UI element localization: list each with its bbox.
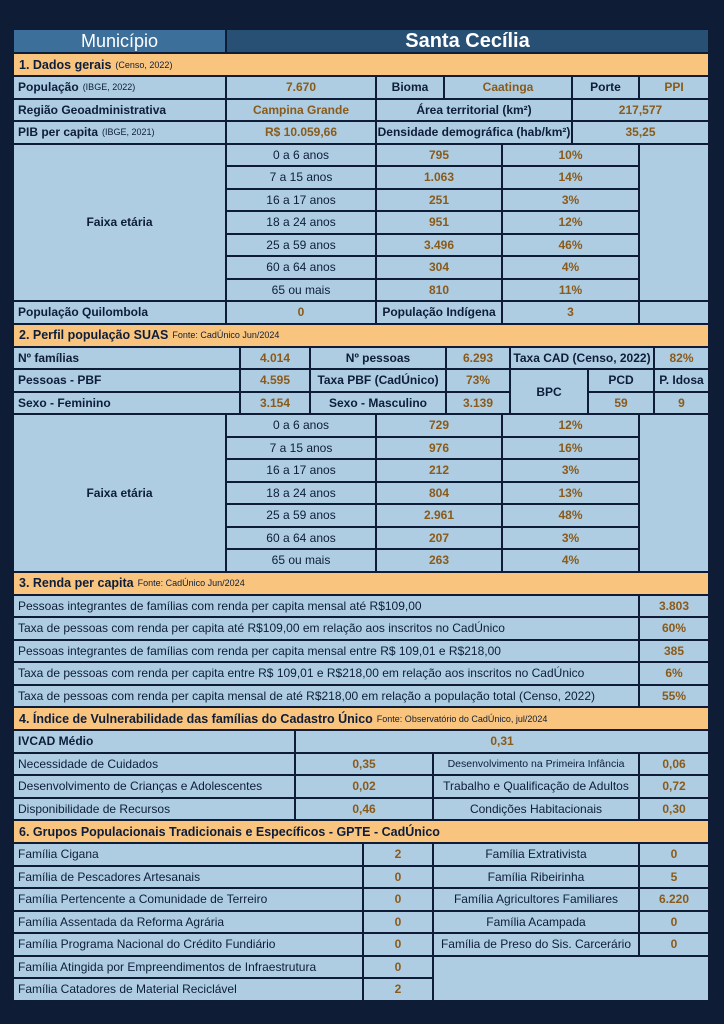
- bioma-value: Caatinga: [445, 77, 571, 98]
- s2-faixa-pct: 13%: [503, 483, 638, 504]
- s1-faixa-pct: 11%: [503, 280, 638, 301]
- gpte-right-value: 0: [640, 844, 708, 865]
- s1-faixa-age: 65 ou mais: [227, 280, 375, 301]
- section1-header-note: (Censo, 2022): [115, 59, 173, 70]
- gpte-right-label: Família Agricultores Familiares: [434, 889, 638, 910]
- gpte-right-value: 0: [640, 912, 708, 933]
- section4-header-note: Fonte: Observatório do CadÚnico, jul/2024: [376, 713, 548, 724]
- gpte-left-value: 0: [364, 957, 432, 978]
- renda-row-value: 60%: [640, 618, 708, 639]
- renda-row-value: 385: [640, 641, 708, 662]
- ivcad-dimension-label: Desenvolvimento de Crianças e Adolescentes: [14, 776, 294, 797]
- gpte-right-value: 6.220: [640, 889, 708, 910]
- ivcad-label: IVCAD Médio: [14, 731, 294, 752]
- idosa-label: P. Idosa: [655, 370, 708, 391]
- section1-header-title: 1. Dados gerais: [19, 57, 112, 72]
- pib-value: R$ 10.059,66: [227, 122, 375, 143]
- gpte-right-label: Família Ribeirinha: [434, 867, 638, 888]
- indigena-label: População Indígena: [377, 302, 501, 323]
- ivcad-dimension-label: Disponibilidade de Recursos: [14, 799, 294, 820]
- section2-header: [14, 325, 708, 346]
- gpte-right-value: 5: [640, 867, 708, 888]
- s2-faixa-count: 2.961: [377, 505, 501, 526]
- gpte-left-label: Família Assentada da Reforma Agrária: [14, 912, 362, 933]
- gpte-right-label: Família de Preso do Sis. Carcerário: [434, 934, 638, 955]
- gpte-blank: [434, 957, 708, 1000]
- s1-faixa-pct: 4%: [503, 257, 638, 278]
- s1-faixa-count: 951: [377, 212, 501, 233]
- ivcad-dimension-label: Necessidade de Cuidados: [14, 754, 294, 775]
- idosa-value: 9: [655, 393, 708, 414]
- section4-header: [14, 708, 708, 729]
- gpte-right-label: Família Acampada: [434, 912, 638, 933]
- municipality-sheet: [14, 30, 708, 997]
- ivcad-value: 0,31: [296, 731, 708, 752]
- porte-label: Porte: [573, 77, 638, 98]
- ivcad-dimension-label: Trabalho e Qualificação de Adultos: [434, 776, 638, 797]
- gpte-left-value: 0: [364, 934, 432, 955]
- renda-row-label: Taxa de pessoas com renda per capita mensal de até R$218,00 em relação a população total (Censo, 2022): [14, 686, 638, 707]
- s1-faixa-blank: [640, 145, 708, 301]
- gpte-left-value: 0: [364, 889, 432, 910]
- gpte-left-label: Família de Pescadores Artesanais: [14, 867, 362, 888]
- section2-header-note: Fonte: CadÚnico Jun/2024: [172, 330, 280, 340]
- pcd-value: 59: [589, 393, 653, 414]
- s2-faixa-age: 0 a 6 anos: [227, 415, 375, 436]
- s2-faixa-count: 263: [377, 550, 501, 571]
- municipio-name: Santa Cecília: [227, 30, 708, 52]
- gpte-left-label: Família Programa Nacional do Crédito Fundiário: [14, 934, 362, 955]
- section2-header-title: 2. Perfil população SUAS: [19, 328, 169, 342]
- porte-value: PPI: [640, 77, 708, 98]
- taxapbf-label: Taxa PBF (CadÚnico): [311, 370, 445, 391]
- s2-faixa-pct: 12%: [503, 415, 638, 436]
- pib-note: (IBGE, 2021): [102, 127, 155, 138]
- ivcad-dimension-value: 0,02: [296, 776, 432, 797]
- s2-faixa-age: 65 ou mais: [227, 550, 375, 571]
- s2-faixa-count: 729: [377, 415, 501, 436]
- section4-header-title: 4. Índice de Vulnerabilidade das famílias do Cadastro Único: [19, 711, 373, 726]
- pib-label-text: PIB per capita: [18, 125, 99, 140]
- s1-faixa-age: 25 a 59 anos: [227, 235, 375, 256]
- renda-row-value: 3.803: [640, 596, 708, 617]
- s2-faixa-pct: 3%: [503, 528, 638, 549]
- pessoas-label: Nº pessoas: [311, 348, 445, 369]
- renda-row-value: 6%: [640, 663, 708, 684]
- quilombola-value: 0: [227, 302, 375, 323]
- ivcad-dimension-label: Desenvolvimento na Primeira Infância: [434, 754, 638, 775]
- s1-faixa-count: 3.496: [377, 235, 501, 256]
- densidade-value: 35,25: [573, 122, 708, 143]
- gpte-left-value: 0: [364, 867, 432, 888]
- masculino-value: 3.139: [447, 393, 509, 414]
- section3-header-title: 3. Renda per capita: [19, 576, 134, 590]
- pib-label: [14, 122, 225, 143]
- s2-faixa-age: 60 a 64 anos: [227, 528, 375, 549]
- ivcad-dimension-value: 0,72: [640, 776, 708, 797]
- s2-faixa-age: 16 a 17 anos: [227, 460, 375, 481]
- gpte-left-label: Família Pertencente a Comunidade de Terreiro: [14, 889, 362, 910]
- taxacad-label: Taxa CAD (Censo, 2022): [511, 348, 653, 369]
- gpte-left-label: Família Cigana: [14, 844, 362, 865]
- blank-cell: [640, 302, 708, 323]
- s2-faixa-age: 18 a 24 anos: [227, 483, 375, 504]
- ivcad-dimension-value: 0,06: [640, 754, 708, 775]
- bpc-label: BPC: [511, 370, 587, 413]
- renda-row-label: Pessoas integrantes de famílias com renda per capita mensal entre R$ 109,01 e R$218,00: [14, 641, 638, 662]
- regiao-value: Campina Grande: [227, 100, 375, 121]
- s2-faixa-age: 25 a 59 anos: [227, 505, 375, 526]
- populacao-value: 7.670: [227, 77, 375, 98]
- area-value: 217,577: [573, 100, 708, 121]
- pcd-label: PCD: [589, 370, 653, 391]
- ivcad-dimension-value: 0,30: [640, 799, 708, 820]
- renda-row-label: Taxa de pessoas com renda per capita entre R$ 109,01 e R$218,00 em relação aos inscritos no CadÚnico: [14, 663, 638, 684]
- gpte-right-value: 0: [640, 934, 708, 955]
- renda-row-label: Taxa de pessoas com renda per capita até R$109,00 em relação aos inscritos no CadÚnico: [14, 618, 638, 639]
- taxacad-value: 82%: [655, 348, 708, 369]
- gpte-left-value: 2: [364, 844, 432, 865]
- section1-header: [14, 54, 708, 75]
- section6-header: [14, 821, 708, 842]
- s2-faixa-pct: 16%: [503, 438, 638, 459]
- renda-row-value: 55%: [640, 686, 708, 707]
- s1-faixa-count: 251: [377, 190, 501, 211]
- regiao-label: Região Geoadministrativa: [14, 100, 225, 121]
- gpte-left-label: Família Catadores de Material Reciclável: [14, 979, 362, 1000]
- s1-faixa-age: 18 a 24 anos: [227, 212, 375, 233]
- pbf-value: 4.595: [241, 370, 309, 391]
- bioma-label: Bioma: [377, 77, 443, 98]
- gpte-left-value: 2: [364, 979, 432, 1000]
- section6-header-title: 6. Grupos Populacionais Tradicionais e Específicos - GPTE - CadÚnico: [19, 824, 440, 839]
- s2-faixa-count: 976: [377, 438, 501, 459]
- section3-header: [14, 573, 708, 594]
- feminino-value: 3.154: [241, 393, 309, 414]
- s1-faixa-count: 810: [377, 280, 501, 301]
- gpte-left-value: 0: [364, 912, 432, 933]
- municipio-label: Município: [14, 30, 225, 52]
- populacao-label: [14, 77, 225, 98]
- s2-faixa-count: 207: [377, 528, 501, 549]
- s2-faixa-pct: 4%: [503, 550, 638, 571]
- s1-faixa-age: 16 a 17 anos: [227, 190, 375, 211]
- gpte-right-label: Família Extrativista: [434, 844, 638, 865]
- s2-faixa-pct: 3%: [503, 460, 638, 481]
- pbf-label: Pessoas - PBF: [14, 370, 239, 391]
- ivcad-dimension-label: Condições Habitacionais: [434, 799, 638, 820]
- familias-label: Nº famílias: [14, 348, 239, 369]
- feminino-label: Sexo - Feminino: [14, 393, 239, 414]
- s1-faixa-age: 7 a 15 anos: [227, 167, 375, 188]
- s1-faixa-pct: 10%: [503, 145, 638, 166]
- s2-faixa-count: 212: [377, 460, 501, 481]
- masculino-label: Sexo - Masculino: [311, 393, 445, 414]
- s1-faixa-pct: 46%: [503, 235, 638, 256]
- s1-faixa-pct: 3%: [503, 190, 638, 211]
- s2-faixa-age: 7 a 15 anos: [227, 438, 375, 459]
- s2-faixa-pct: 48%: [503, 505, 638, 526]
- s1-faixa-age: 60 a 64 anos: [227, 257, 375, 278]
- s2-faixa-blank: [640, 415, 708, 571]
- renda-row-label: Pessoas integrantes de famílias com renda per capita mensal até R$109,00: [14, 596, 638, 617]
- s1-faixa-count: 1.063: [377, 167, 501, 188]
- taxapbf-value: 73%: [447, 370, 509, 391]
- s1-faixa-count: 304: [377, 257, 501, 278]
- s2-faixa-count: 804: [377, 483, 501, 504]
- indigena-value: 3: [503, 302, 638, 323]
- densidade-label: Densidade demográfica (hab/km²): [377, 122, 571, 143]
- quilombola-label: População Quilombola: [14, 302, 225, 323]
- s1-faixa-label: Faixa etária: [14, 145, 225, 301]
- s1-faixa-pct: 12%: [503, 212, 638, 233]
- s1-faixa-age: 0 a 6 anos: [227, 145, 375, 166]
- populacao-label-text: População: [18, 80, 79, 95]
- gpte-left-label: Família Atingida por Empreendimentos de Infraestrutura: [14, 957, 362, 978]
- ivcad-dimension-value: 0,35: [296, 754, 432, 775]
- section3-header-note: Fonte: CadÚnico Jun/2024: [137, 578, 245, 588]
- s1-faixa-count: 795: [377, 145, 501, 166]
- area-label: Área territorial (km²): [377, 100, 571, 121]
- pessoas-value: 6.293: [447, 348, 509, 369]
- familias-value: 4.014: [241, 348, 309, 369]
- s2-faixa-label: Faixa etária: [14, 415, 225, 571]
- populacao-note: (IBGE, 2022): [82, 82, 136, 93]
- s1-faixa-pct: 14%: [503, 167, 638, 188]
- ivcad-dimension-value: 0,46: [296, 799, 432, 820]
